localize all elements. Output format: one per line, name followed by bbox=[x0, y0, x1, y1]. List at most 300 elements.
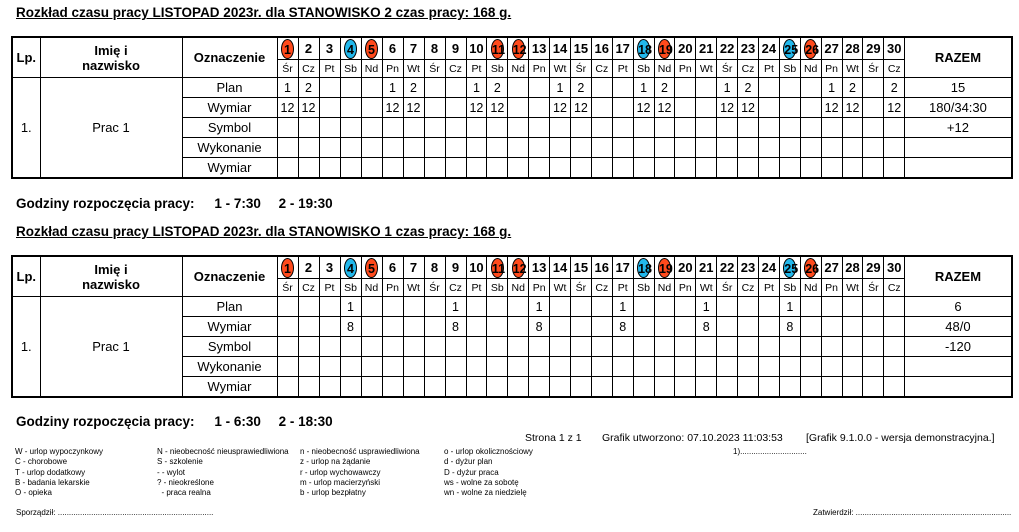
day-cell bbox=[591, 118, 612, 138]
day-cell bbox=[612, 337, 633, 357]
day-cell bbox=[738, 317, 759, 337]
header-lp: Lp. bbox=[12, 37, 40, 78]
day-cell bbox=[382, 158, 403, 178]
day-cell bbox=[319, 297, 340, 317]
weekday: Cz bbox=[591, 60, 612, 78]
day-cell bbox=[319, 98, 340, 118]
day-cell bbox=[508, 78, 529, 98]
day-cell: 2 bbox=[884, 78, 905, 98]
day-cell: 2 bbox=[487, 78, 508, 98]
day-cell bbox=[717, 118, 738, 138]
day-cell bbox=[403, 377, 424, 397]
day-cell bbox=[779, 98, 800, 118]
day-number: 17 bbox=[612, 37, 633, 60]
day-cell bbox=[779, 138, 800, 158]
weekday: Sb bbox=[487, 60, 508, 78]
day-cell bbox=[884, 118, 905, 138]
worker-name: Prac 1 bbox=[40, 78, 182, 178]
day-cell bbox=[842, 337, 863, 357]
schedule-table bbox=[11, 255, 1013, 398]
day-marker-holiday: 12 bbox=[512, 39, 525, 59]
day-cell: 8 bbox=[445, 317, 466, 337]
day-cell: 12 bbox=[382, 98, 403, 118]
day-number: 20 bbox=[675, 37, 696, 60]
weekday: Sb bbox=[340, 279, 361, 297]
day-cell: 8 bbox=[779, 317, 800, 337]
legend-item: T - urlop dodatkowy bbox=[15, 467, 86, 477]
day-marker-saturday: 18 bbox=[637, 39, 650, 59]
day-cell bbox=[696, 377, 717, 397]
day-cell bbox=[717, 317, 738, 337]
day-cell: 12 bbox=[277, 98, 298, 118]
day-number: 16 bbox=[591, 256, 612, 279]
day-cell bbox=[382, 118, 403, 138]
day-cell bbox=[821, 158, 842, 178]
day-cell bbox=[591, 377, 612, 397]
start-hour-1: 1 - 6:30 bbox=[214, 414, 261, 429]
day-cell: 1 bbox=[340, 297, 361, 317]
header-razem: RAZEM bbox=[905, 256, 1012, 297]
day-cell bbox=[675, 357, 696, 377]
header-name bbox=[40, 256, 182, 297]
day-number: 20 bbox=[675, 256, 696, 279]
day-cell bbox=[403, 357, 424, 377]
day-cell bbox=[779, 337, 800, 357]
row-razem bbox=[905, 357, 1012, 377]
day-cell bbox=[758, 357, 779, 377]
day-cell bbox=[466, 297, 487, 317]
day-cell bbox=[612, 118, 633, 138]
day-cell bbox=[758, 118, 779, 138]
day-cell bbox=[361, 337, 382, 357]
legend-item: r - urlop wychowawczy bbox=[300, 467, 381, 477]
day-cell bbox=[277, 138, 298, 158]
day-cell bbox=[821, 377, 842, 397]
day-cell bbox=[529, 118, 550, 138]
day-cell: 2 bbox=[298, 78, 319, 98]
weekday: Cz bbox=[738, 279, 759, 297]
row-label: Wykonanie bbox=[182, 357, 277, 377]
header-razem: RAZEM bbox=[905, 37, 1012, 78]
day-cell bbox=[842, 317, 863, 337]
day-cell: 1 bbox=[382, 78, 403, 98]
day-number bbox=[508, 37, 529, 60]
weekday: Pt bbox=[466, 279, 487, 297]
day-number bbox=[340, 256, 361, 279]
day-number: 6 bbox=[382, 37, 403, 60]
weekday: Cz bbox=[298, 279, 319, 297]
day-number bbox=[340, 37, 361, 60]
weekday: Cz bbox=[445, 279, 466, 297]
day-number: 14 bbox=[550, 37, 571, 60]
day-cell bbox=[612, 78, 633, 98]
day-cell bbox=[612, 377, 633, 397]
row-label: Plan bbox=[182, 297, 277, 317]
day-cell bbox=[800, 78, 821, 98]
legend-item: wn - wolne za niedzielę bbox=[444, 488, 527, 498]
row-label: Symbol bbox=[182, 337, 277, 357]
day-cell bbox=[863, 158, 884, 178]
day-cell bbox=[863, 138, 884, 158]
weekday: Wt bbox=[842, 279, 863, 297]
day-cell bbox=[529, 78, 550, 98]
day-number: 10 bbox=[466, 37, 487, 60]
day-cell bbox=[445, 377, 466, 397]
day-cell bbox=[424, 317, 445, 337]
legend-item: n - nieobecność usprawiedliwiona bbox=[300, 447, 420, 456]
legend-item: d - dyżur plan bbox=[444, 457, 493, 467]
day-cell bbox=[319, 78, 340, 98]
day-number bbox=[633, 256, 654, 279]
weekday: Śr bbox=[863, 279, 884, 297]
day-cell bbox=[466, 158, 487, 178]
day-cell bbox=[445, 118, 466, 138]
day-cell bbox=[382, 138, 403, 158]
day-marker-holiday: 11 bbox=[491, 258, 504, 278]
schedule-title: Rozkład czasu pracy LISTOPAD 2023r. dla STANOWISKO 1 czas pracy: 168 g. bbox=[16, 224, 512, 239]
row-razem: +12 bbox=[905, 118, 1012, 138]
day-number: 8 bbox=[424, 256, 445, 279]
day-number: 15 bbox=[570, 256, 591, 279]
day-cell bbox=[800, 118, 821, 138]
weekday: Pn bbox=[821, 279, 842, 297]
day-number: 2 bbox=[298, 37, 319, 60]
day-cell: 8 bbox=[696, 317, 717, 337]
day-cell: 8 bbox=[612, 317, 633, 337]
day-marker-saturday: 25 bbox=[783, 258, 796, 278]
row-label: Symbol bbox=[182, 118, 277, 138]
day-cell: 12 bbox=[570, 98, 591, 118]
day-cell bbox=[696, 337, 717, 357]
day-cell bbox=[424, 337, 445, 357]
day-cell bbox=[884, 158, 905, 178]
legend-col-3 bbox=[300, 447, 420, 498]
day-cell bbox=[800, 357, 821, 377]
day-cell bbox=[298, 377, 319, 397]
day-cell: 2 bbox=[654, 78, 675, 98]
day-cell bbox=[529, 138, 550, 158]
day-cell bbox=[717, 297, 738, 317]
legend-col-4 bbox=[444, 447, 533, 498]
day-cell: 1 bbox=[612, 297, 633, 317]
day-cell bbox=[550, 158, 571, 178]
day-cell bbox=[821, 337, 842, 357]
day-cell bbox=[361, 98, 382, 118]
day-cell bbox=[508, 357, 529, 377]
day-cell bbox=[424, 357, 445, 377]
start-hour-1: 1 - 7:30 bbox=[214, 196, 261, 211]
day-cell bbox=[466, 337, 487, 357]
weekday: Cz bbox=[445, 60, 466, 78]
weekday: Nd bbox=[800, 60, 821, 78]
day-cell bbox=[633, 138, 654, 158]
weekday: Nd bbox=[654, 60, 675, 78]
day-cell bbox=[863, 317, 884, 337]
day-cell bbox=[633, 357, 654, 377]
day-cell bbox=[529, 337, 550, 357]
day-cell: 12 bbox=[466, 98, 487, 118]
day-marker-saturday: 4 bbox=[344, 39, 357, 59]
day-cell bbox=[319, 377, 340, 397]
day-marker-holiday: 26 bbox=[804, 39, 817, 59]
weekday: Cz bbox=[738, 60, 759, 78]
weekday: Pn bbox=[675, 279, 696, 297]
day-cell bbox=[487, 158, 508, 178]
legend-col-1 bbox=[15, 447, 103, 498]
day-number: 29 bbox=[863, 37, 884, 60]
day-number: 17 bbox=[612, 256, 633, 279]
day-cell bbox=[800, 98, 821, 118]
day-cell bbox=[884, 317, 905, 337]
weekday: Pn bbox=[821, 60, 842, 78]
schedule-row bbox=[12, 78, 1012, 98]
day-cell bbox=[340, 357, 361, 377]
day-number: 15 bbox=[570, 37, 591, 60]
day-cell: 1 bbox=[445, 297, 466, 317]
day-cell bbox=[591, 297, 612, 317]
weekday: Wt bbox=[403, 60, 424, 78]
day-cell: 12 bbox=[842, 98, 863, 118]
day-number: 8 bbox=[424, 37, 445, 60]
day-cell bbox=[779, 78, 800, 98]
day-cell bbox=[340, 158, 361, 178]
day-cell bbox=[361, 377, 382, 397]
day-cell bbox=[758, 138, 779, 158]
day-cell bbox=[675, 377, 696, 397]
day-cell bbox=[884, 337, 905, 357]
row-label: Wymiar bbox=[182, 377, 277, 397]
day-cell bbox=[487, 118, 508, 138]
schedule-table bbox=[11, 36, 1013, 179]
day-marker-holiday: 19 bbox=[658, 39, 671, 59]
day-cell bbox=[529, 98, 550, 118]
day-cell bbox=[570, 377, 591, 397]
day-cell bbox=[863, 118, 884, 138]
day-number: 24 bbox=[758, 37, 779, 60]
day-cell bbox=[654, 118, 675, 138]
day-cell bbox=[466, 377, 487, 397]
day-cell bbox=[550, 138, 571, 158]
day-cell bbox=[758, 158, 779, 178]
legend-item: N - nieobecność nieusprawiedliwiona bbox=[157, 447, 289, 456]
day-cell bbox=[382, 297, 403, 317]
row-razem: 15 bbox=[905, 78, 1012, 98]
day-cell bbox=[884, 357, 905, 377]
day-number bbox=[487, 37, 508, 60]
start-hours-label: Godziny rozpoczęcia pracy: bbox=[16, 196, 195, 211]
day-cell bbox=[550, 317, 571, 337]
legend-item: z - urlop na żądanie bbox=[300, 457, 371, 467]
header-row-days bbox=[12, 256, 1012, 279]
day-number bbox=[654, 256, 675, 279]
day-cell: 2 bbox=[738, 78, 759, 98]
day-marker-holiday: 19 bbox=[658, 258, 671, 278]
day-cell bbox=[717, 138, 738, 158]
day-number: 9 bbox=[445, 256, 466, 279]
day-cell: 1 bbox=[529, 297, 550, 317]
day-cell bbox=[633, 337, 654, 357]
weekday: Pn bbox=[529, 60, 550, 78]
day-number: 13 bbox=[529, 37, 550, 60]
day-cell bbox=[654, 317, 675, 337]
row-razem bbox=[905, 158, 1012, 178]
header-row-days bbox=[12, 37, 1012, 60]
day-cell bbox=[508, 377, 529, 397]
day-cell bbox=[550, 357, 571, 377]
header-oznaczenie: Oznaczenie bbox=[182, 256, 277, 297]
day-cell bbox=[821, 357, 842, 377]
day-cell bbox=[696, 118, 717, 138]
day-number: 30 bbox=[884, 37, 905, 60]
weekday: Śr bbox=[717, 60, 738, 78]
day-cell bbox=[445, 357, 466, 377]
day-cell bbox=[758, 98, 779, 118]
approved-by: Zatwierdził: ...................................................................... bbox=[813, 508, 1012, 517]
day-cell bbox=[403, 297, 424, 317]
weekday: Wt bbox=[696, 279, 717, 297]
day-cell: 12 bbox=[738, 98, 759, 118]
weekday: Śr bbox=[570, 279, 591, 297]
day-cell bbox=[382, 357, 403, 377]
day-cell bbox=[779, 118, 800, 138]
weekday: Pt bbox=[466, 60, 487, 78]
day-cell bbox=[403, 118, 424, 138]
day-cell bbox=[382, 337, 403, 357]
day-cell bbox=[570, 357, 591, 377]
day-cell bbox=[758, 78, 779, 98]
day-cell bbox=[508, 98, 529, 118]
day-number: 22 bbox=[717, 256, 738, 279]
day-cell: 1 bbox=[550, 78, 571, 98]
version-info: [Grafik 9.1.0.0 - wersja demonstracyjna.] bbox=[806, 432, 995, 444]
day-cell bbox=[591, 317, 612, 337]
day-cell: 2 bbox=[842, 78, 863, 98]
weekday: Sb bbox=[487, 279, 508, 297]
weekday: Nd bbox=[361, 279, 382, 297]
start-hours-label: Godziny rozpoczęcia pracy: bbox=[16, 414, 195, 429]
day-number: 29 bbox=[863, 256, 884, 279]
weekday: Nd bbox=[654, 279, 675, 297]
day-cell bbox=[508, 317, 529, 337]
day-cell bbox=[863, 337, 884, 357]
weekday: Sb bbox=[779, 279, 800, 297]
day-cell bbox=[612, 357, 633, 377]
day-cell bbox=[550, 377, 571, 397]
day-cell bbox=[654, 138, 675, 158]
day-cell bbox=[570, 297, 591, 317]
day-cell bbox=[529, 357, 550, 377]
legend-item: C - chorobowe bbox=[15, 457, 68, 467]
day-cell bbox=[821, 138, 842, 158]
day-cell bbox=[277, 337, 298, 357]
legend-item: O - opieka bbox=[15, 488, 52, 498]
footnote-1: 1).............................. bbox=[733, 447, 807, 456]
day-cell bbox=[445, 158, 466, 178]
day-cell: 8 bbox=[340, 317, 361, 337]
day-cell bbox=[800, 317, 821, 337]
day-cell bbox=[382, 377, 403, 397]
day-cell bbox=[779, 377, 800, 397]
weekday: Nd bbox=[508, 60, 529, 78]
weekday: Pt bbox=[612, 60, 633, 78]
day-cell bbox=[361, 138, 382, 158]
day-cell bbox=[738, 377, 759, 397]
day-cell: 1 bbox=[696, 297, 717, 317]
day-cell bbox=[696, 357, 717, 377]
day-cell bbox=[277, 118, 298, 138]
row-label: Wymiar bbox=[182, 98, 277, 118]
day-marker-saturday: 18 bbox=[637, 258, 650, 278]
day-cell bbox=[277, 357, 298, 377]
day-cell bbox=[361, 158, 382, 178]
day-cell bbox=[403, 317, 424, 337]
day-cell bbox=[424, 377, 445, 397]
day-number bbox=[487, 256, 508, 279]
legend-col-2 bbox=[157, 447, 289, 498]
day-cell bbox=[842, 118, 863, 138]
day-marker-saturday: 4 bbox=[344, 258, 357, 278]
day-cell bbox=[361, 357, 382, 377]
legend-item: ? - nieokreślone bbox=[157, 477, 214, 487]
day-cell: 1 bbox=[717, 78, 738, 98]
day-cell bbox=[550, 118, 571, 138]
day-cell bbox=[403, 138, 424, 158]
schedule-row bbox=[12, 297, 1012, 317]
day-cell bbox=[675, 118, 696, 138]
day-cell: 12 bbox=[298, 98, 319, 118]
weekday: Pt bbox=[758, 60, 779, 78]
legend-item: m - urlop macierzyński bbox=[300, 477, 381, 487]
day-cell: 2 bbox=[570, 78, 591, 98]
weekday: Sb bbox=[633, 60, 654, 78]
day-marker-holiday: 5 bbox=[365, 258, 378, 278]
day-cell bbox=[779, 357, 800, 377]
prepared-by: Sporządził: ...................................................................... bbox=[16, 508, 214, 517]
day-cell bbox=[696, 98, 717, 118]
day-cell bbox=[717, 377, 738, 397]
day-cell bbox=[800, 377, 821, 397]
weekday: Wt bbox=[550, 60, 571, 78]
day-number bbox=[361, 37, 382, 60]
day-cell bbox=[487, 317, 508, 337]
day-cell bbox=[821, 317, 842, 337]
day-cell bbox=[487, 297, 508, 317]
day-cell bbox=[591, 357, 612, 377]
day-cell bbox=[800, 158, 821, 178]
day-cell bbox=[319, 337, 340, 357]
day-cell bbox=[863, 377, 884, 397]
day-cell bbox=[298, 337, 319, 357]
day-number: 9 bbox=[445, 37, 466, 60]
day-cell bbox=[738, 118, 759, 138]
weekday: Śr bbox=[863, 60, 884, 78]
day-number bbox=[633, 37, 654, 60]
day-cell bbox=[675, 297, 696, 317]
weekday: Nd bbox=[800, 279, 821, 297]
day-cell bbox=[487, 138, 508, 158]
day-cell bbox=[696, 158, 717, 178]
day-cell: 12 bbox=[821, 98, 842, 118]
day-cell bbox=[738, 297, 759, 317]
schedule-title: Rozkład czasu pracy LISTOPAD 2023r. dla STANOWISKO 2 czas pracy: 168 g. bbox=[16, 5, 512, 20]
day-cell bbox=[800, 337, 821, 357]
weekday: Pn bbox=[675, 60, 696, 78]
day-cell bbox=[633, 317, 654, 337]
day-cell bbox=[403, 158, 424, 178]
day-cell bbox=[738, 138, 759, 158]
row-label: Plan bbox=[182, 78, 277, 98]
day-cell bbox=[361, 317, 382, 337]
